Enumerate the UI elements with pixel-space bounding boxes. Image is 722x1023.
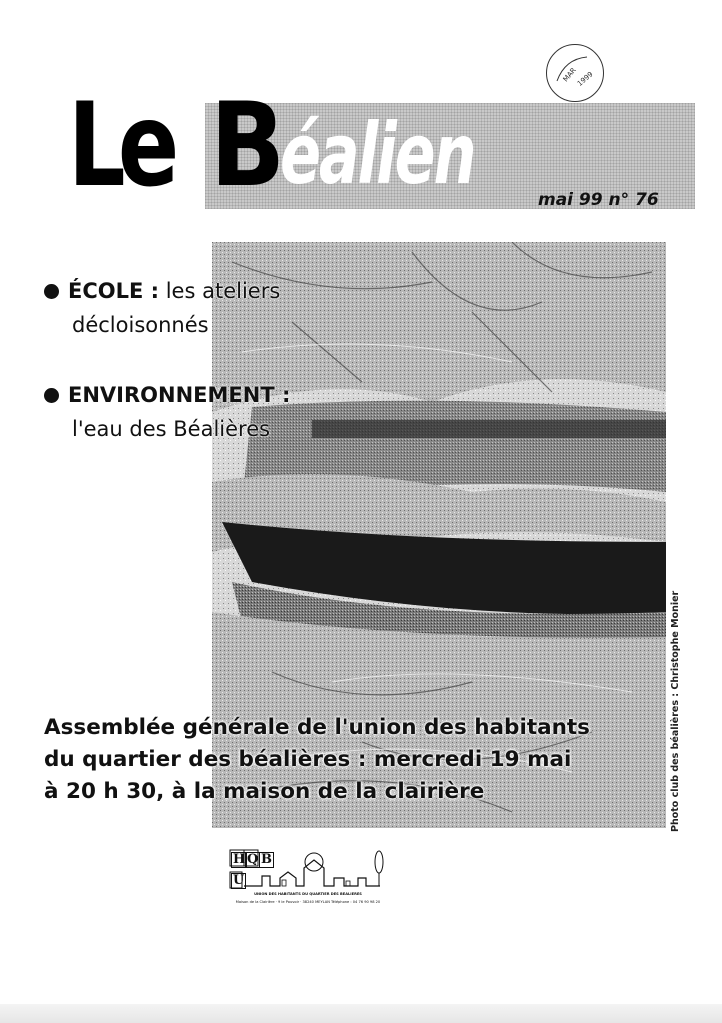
assembly-line-3: à 20 h 30, à la maison de la clairière bbox=[44, 779, 485, 804]
logo-caption: UNION DES HABITANTS DU QUARTIER DES BEALIERES bbox=[254, 892, 362, 896]
masthead-title-rest: éalien bbox=[280, 105, 475, 203]
masthead-title-b: B bbox=[210, 78, 286, 213]
svg-text:1999: 1999 bbox=[575, 70, 595, 88]
issue-label: mai 99 n° 76 bbox=[538, 190, 659, 210]
uhqb-logo bbox=[222, 848, 394, 908]
assembly-announcement bbox=[44, 712, 644, 808]
logo-address: Maison de la Clairière · 9 le Pouvoir · 38240 MEYLAN Téléphone : 04 76 90 98 20 bbox=[235, 900, 381, 904]
assembly-line-1: Assemblée générale de l'union des habitants bbox=[44, 715, 590, 740]
headline-environnement-line2: l'eau des Béalières bbox=[72, 417, 271, 441]
logo-letter-h: H bbox=[233, 852, 246, 867]
page-bottom-edge bbox=[0, 1004, 722, 1023]
headline-environnement bbox=[44, 378, 384, 446]
assembly-line-2: du quartier des béalières : mercredi 19 mai bbox=[44, 747, 572, 772]
logo-letter-u: U bbox=[233, 873, 245, 888]
masthead-title-le: Le bbox=[68, 78, 172, 213]
headline-ecole-lead: ÉCOLE : bbox=[68, 279, 160, 303]
bullet-icon bbox=[44, 388, 59, 403]
reception-stamp bbox=[546, 44, 604, 102]
bullet-icon bbox=[44, 284, 59, 299]
headline-ecole bbox=[44, 274, 384, 342]
logo-letter-b: B bbox=[261, 852, 272, 867]
stamp-graphic bbox=[547, 45, 603, 101]
svg-text:MAR: MAR bbox=[561, 66, 578, 84]
headline-ecole-rest: les ateliers bbox=[159, 279, 281, 303]
logo-letter-q: Q bbox=[247, 852, 259, 867]
photo-credit: Photo club des béalières : Christophe Monier bbox=[670, 590, 681, 832]
headline-ecole-line2: décloisonnés bbox=[72, 313, 209, 337]
headline-environnement-lead: ENVIRONNEMENT : bbox=[68, 383, 291, 407]
